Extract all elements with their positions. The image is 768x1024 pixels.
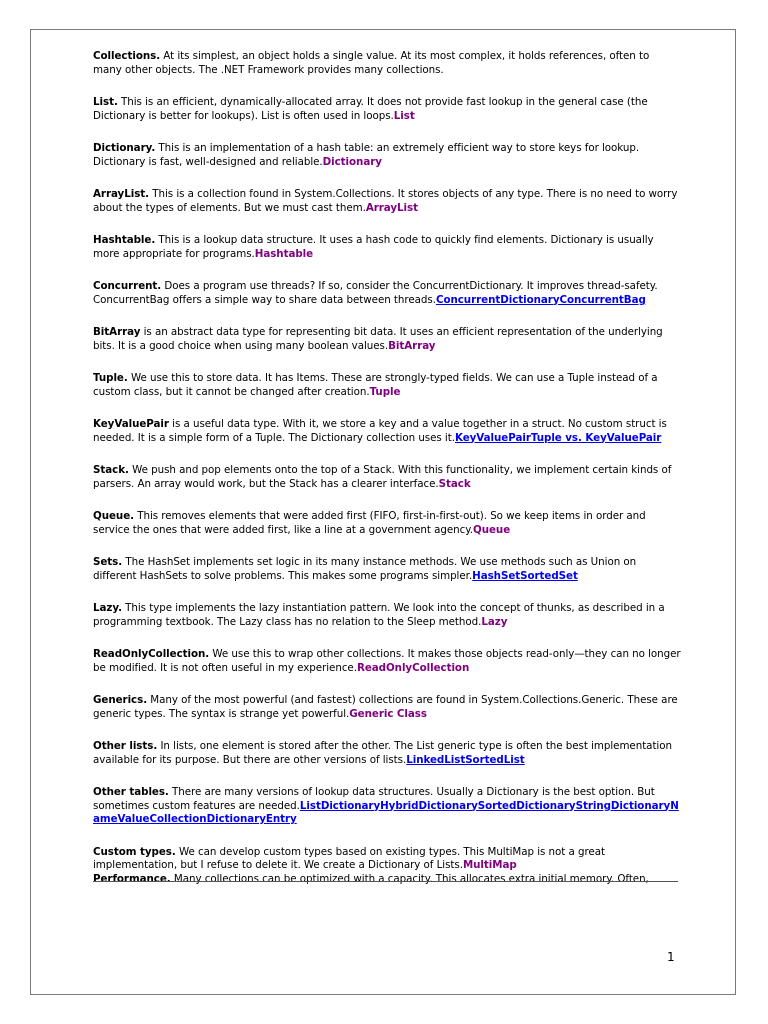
body-text: This is a collection found in System.Collections. It stores objects of any type. There is no need to worry about the types of elements. But we must cast them. <box>93 188 678 214</box>
term: BitArray <box>93 326 141 338</box>
reference-tag: BitArray <box>388 339 436 352</box>
term: Performance. <box>93 872 171 885</box>
paragraph-bitarray <box>93 326 681 353</box>
page-content <box>93 50 681 886</box>
paragraph-list <box>93 96 681 123</box>
reference-tag: Stack <box>438 477 471 490</box>
body-text: This removes elements that were added first (FIFO, first-in-first-out). So we keep items in order and service the ones that were added first, like a line at a government agency. <box>93 510 646 536</box>
body-text: Many of the most powerful (and fastest) collections are found in System.Collections.Generic. These are generic types. The syntax is strange yet powerful. <box>93 694 678 720</box>
paragraph-readonlycollection <box>93 648 681 675</box>
term: Stack. <box>93 464 129 476</box>
term: Custom types. <box>93 845 176 858</box>
paragraph-other-tables <box>93 786 681 827</box>
reference-link[interactable]: ListDictionaryHybridDictionarySortedDictionaryStringDictionaryNameValueCollectionDictionaryEntry <box>93 799 679 825</box>
paragraph-generics <box>93 694 681 721</box>
document-page <box>30 29 736 995</box>
term: Other lists. <box>93 740 158 752</box>
reference-tag: ArrayList <box>365 201 418 214</box>
reference-tag: MultiMap <box>462 859 517 871</box>
paragraph-performance <box>93 873 681 887</box>
term: ArrayList. <box>93 188 150 200</box>
paragraph-collections <box>93 50 681 77</box>
reference-tag: Generic Class <box>349 707 427 720</box>
body-text: is a useful data type. With it, we store a key and a value together in a struct. No custom struct is needed. It is a simple form of a Tuple. The Dictionary collection uses it. <box>93 418 667 444</box>
reference-link[interactable]: ConcurrentDictionaryConcurrentBag <box>435 293 646 306</box>
term: Hashtable. <box>93 234 156 246</box>
paragraph-other-lists <box>93 740 681 767</box>
term: KeyValuePair <box>93 418 169 430</box>
paragraph-lazy <box>93 602 681 629</box>
reference-tag: Queue <box>473 523 511 536</box>
paragraph-queue <box>93 510 681 537</box>
reference-link[interactable]: KeyValuePairTuple vs. KeyValuePair <box>454 431 662 444</box>
paragraph-hashtable <box>93 234 681 261</box>
paragraph-stack <box>93 464 681 491</box>
paragraph-tuple <box>93 372 681 399</box>
term: Other tables. <box>93 786 169 798</box>
paragraph-custom-types <box>93 846 681 873</box>
reference-link[interactable]: HashSetSortedSet <box>472 569 578 582</box>
term: Lazy. <box>93 602 122 614</box>
reference-tag: Tuple <box>369 385 401 398</box>
body-text: At its simplest, an object holds a single value. At its most complex, it holds references, often to many other objects. The .NET Framework provides many collections. <box>93 50 650 76</box>
reference-tag: List <box>393 109 415 122</box>
term: Queue. <box>93 510 134 522</box>
reference-tag: ReadOnlyCollection <box>356 661 470 674</box>
reference-tag: Dictionary <box>322 155 382 168</box>
body-text: We use this to wrap other collections. It makes those objects read-only—they can no longer be modified. It is not often useful in my experience. <box>93 648 681 674</box>
body-text: The HashSet implements set logic in its many instance methods. We use methods such as Union on different HashSets to solve problems. This makes some programs simpler. <box>93 556 637 582</box>
term: Collections. <box>93 50 161 62</box>
term: Sets. <box>93 556 123 568</box>
reference-link[interactable]: LinkedListSortedList <box>406 753 525 766</box>
body-text: This type implements the lazy instantiation pattern. We look into the concept of thunks, as described in a programming textbook. The Lazy class has no relation to the Sleep method. <box>93 602 665 628</box>
body-text: We can develop custom types based on existing types. This MultiMap is not a great implementation, but I refuse to delete it. We create a Dictionary of Lists. <box>93 845 605 871</box>
body-text: We push and pop elements onto the top of a Stack. With this functionality, we implement certain kinds of parsers. An array would work, but the Stack has a clearer interface. <box>93 464 672 490</box>
page-number: 1 <box>667 950 675 964</box>
paragraph-arraylist <box>93 188 681 215</box>
paragraph-dictionary <box>93 142 681 169</box>
term: Tuple. <box>93 372 128 384</box>
body-text: This is a lookup data structure. It uses a hash code to quickly find elements. Dictionary is usually more appropriate for programs. <box>93 234 654 260</box>
body-text: Does a program use threads? If so, consider the ConcurrentDictionary. It improves thread-safety. ConcurrentBag offers a simple way to share data between threads. <box>93 280 658 306</box>
reference-tag: Lazy <box>481 615 508 628</box>
paragraph-keyvaluepair <box>93 418 681 445</box>
term: List. <box>93 96 118 108</box>
paragraph-concurrent <box>93 280 681 307</box>
term: ReadOnlyCollection. <box>93 648 210 660</box>
body-text: Many collections can be optimized with a capacity. This allocates extra initial memory. Often, <box>170 872 649 885</box>
paragraph-sets <box>93 556 681 583</box>
body-text: We use this to store data. It has Items. These are strongly-typed fields. We can use a Tuple instead of a custom class, but it cannot be changed after creation. <box>93 372 658 398</box>
body-text: This is an implementation of a hash table: an extremely efficient way to store keys for lookup. Dictionary is fast, well-designed and reliable. <box>93 142 640 168</box>
footer-divider <box>93 881 678 882</box>
body-text: is an abstract data type for representing bit data. It uses an efficient representation of the underlying bits. It is a good choice when using many boolean values. <box>93 326 663 352</box>
term: Concurrent. <box>93 280 162 292</box>
body-text: There are many versions of lookup data structures. Usually a Dictionary is the best option. But sometimes custom features are needed. <box>93 786 655 812</box>
reference-tag: Hashtable <box>254 247 314 260</box>
term: Generics. <box>93 694 148 706</box>
body-text: This is an efficient, dynamically-allocated array. It does not provide fast lookup in the general case (the Dictionary is better for lookups). List is often used in loops. <box>93 96 648 122</box>
term: Dictionary. <box>93 142 156 154</box>
body-text: In lists, one element is stored after the other. The List generic type is often the best implementation available for its purpose. But there are other versions of lists. <box>93 740 672 766</box>
